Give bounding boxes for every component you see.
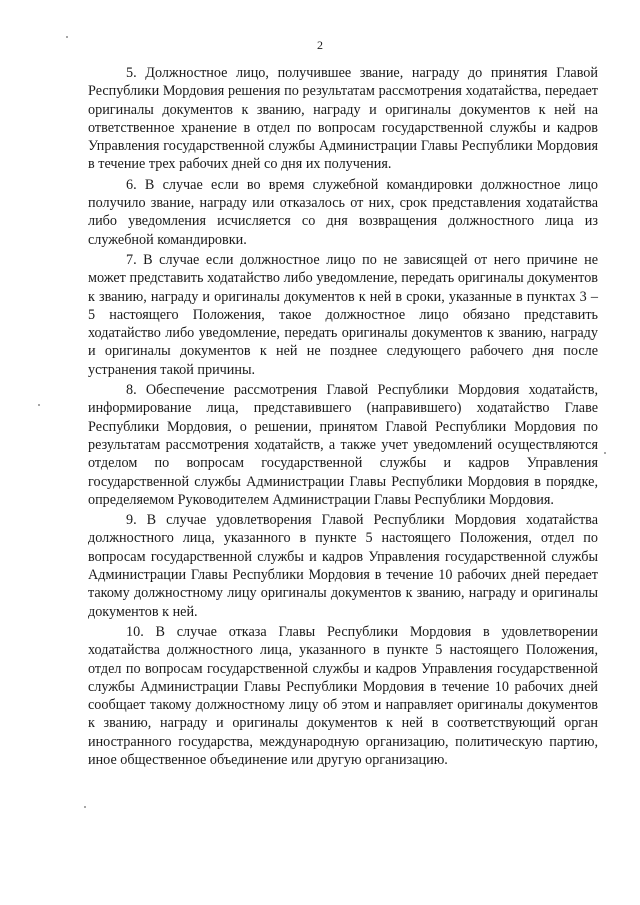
paragraph-7: 7. В случае если должностное лицо по не зависящей от него причине не может представить ходатайство либо уведомление, передать оригиналы документов к званию, награду и оригиналы документов к ней в сроки, указанные в пунктах 3 – 5 настоящего Положения, такое должностное лицо обязано представить ходатайство либо уведомление, передать оригиналы документов к званию, награду и оригиналы документов к ней не позднее следующего рабочего дня после устранения такой причины. xyxy=(88,251,598,378)
paragraph-6: 6. В случае если во время служебной командировки должностное лицо получило звание, награду или отказалось от них, срок представления ходатайства либо уведомления исчисляется со дня возвращения должностного лица из служебной командировки. xyxy=(88,176,598,248)
scan-speck xyxy=(38,404,40,406)
paragraph-5: 5. Должностное лицо, получившее звание, награду до принятия Главой Республики Мордовия решения по результатам рассмотрения ходатайства, передает оригиналы документов к званию, награду и оригиналы документов к ней на ответственное хранение в отдел по вопросам государственной службы и кадров Управления государственной службы Администрации Главы Республики Мордовия в течение трех рабочих дней со дня их получения. xyxy=(88,65,598,173)
page-number: 2 xyxy=(317,38,323,52)
paragraph-9: 9. В случае удовлетворения Главой Республики Мордовия ходатайства должностного лица, указанного в пункте 5 настоящего Положения, отдел по вопросам государственной службы и кадров Управления государственной службы Администрации Главы Республики Мордовия в течение 10 рабочих дней передает такому должностному лицу оригиналы документов к званию, награду и оригиналы документов к ней. xyxy=(88,512,598,620)
scan-speck xyxy=(84,806,86,808)
scan-speck xyxy=(604,452,606,454)
document-body xyxy=(88,64,598,771)
paragraph-10: 10. В случае отказа Главы Республики Мордовия в удовлетворении ходатайства должностного лица, указанного в пункте 5 настоящего Положения, отдел по вопросам государственной службы и кадров Управления государственной службы Администрации Главы Республики Мордовия в течение 10 рабочих дней сообщает такому должностному лицу об этом и направляет оригиналы документов к званию, награду и оригиналы документов к ней в соответствующий орган иностранного государства, международную организацию, политическую партию, иное общественное объединение или другую организацию. xyxy=(88,623,598,768)
paragraph-8: 8. Обеспечение рассмотрения Главой Республики Мордовия ходатайств, информирование лица, представившего (направившего) ходатайство Главе Республики Мордовия, о решении, принятом Главой Республики Мордовия по результатам рассмотрения ходатайств, а также учет уведомлений осуществляются отделом по вопросам государственной службы и кадров Управления государственной службы Администрации Главы Республики Мордовия в порядке, определяемом Руководителем Администрации Главы Республики Мордовия. xyxy=(88,382,598,508)
scan-speck xyxy=(66,36,68,38)
